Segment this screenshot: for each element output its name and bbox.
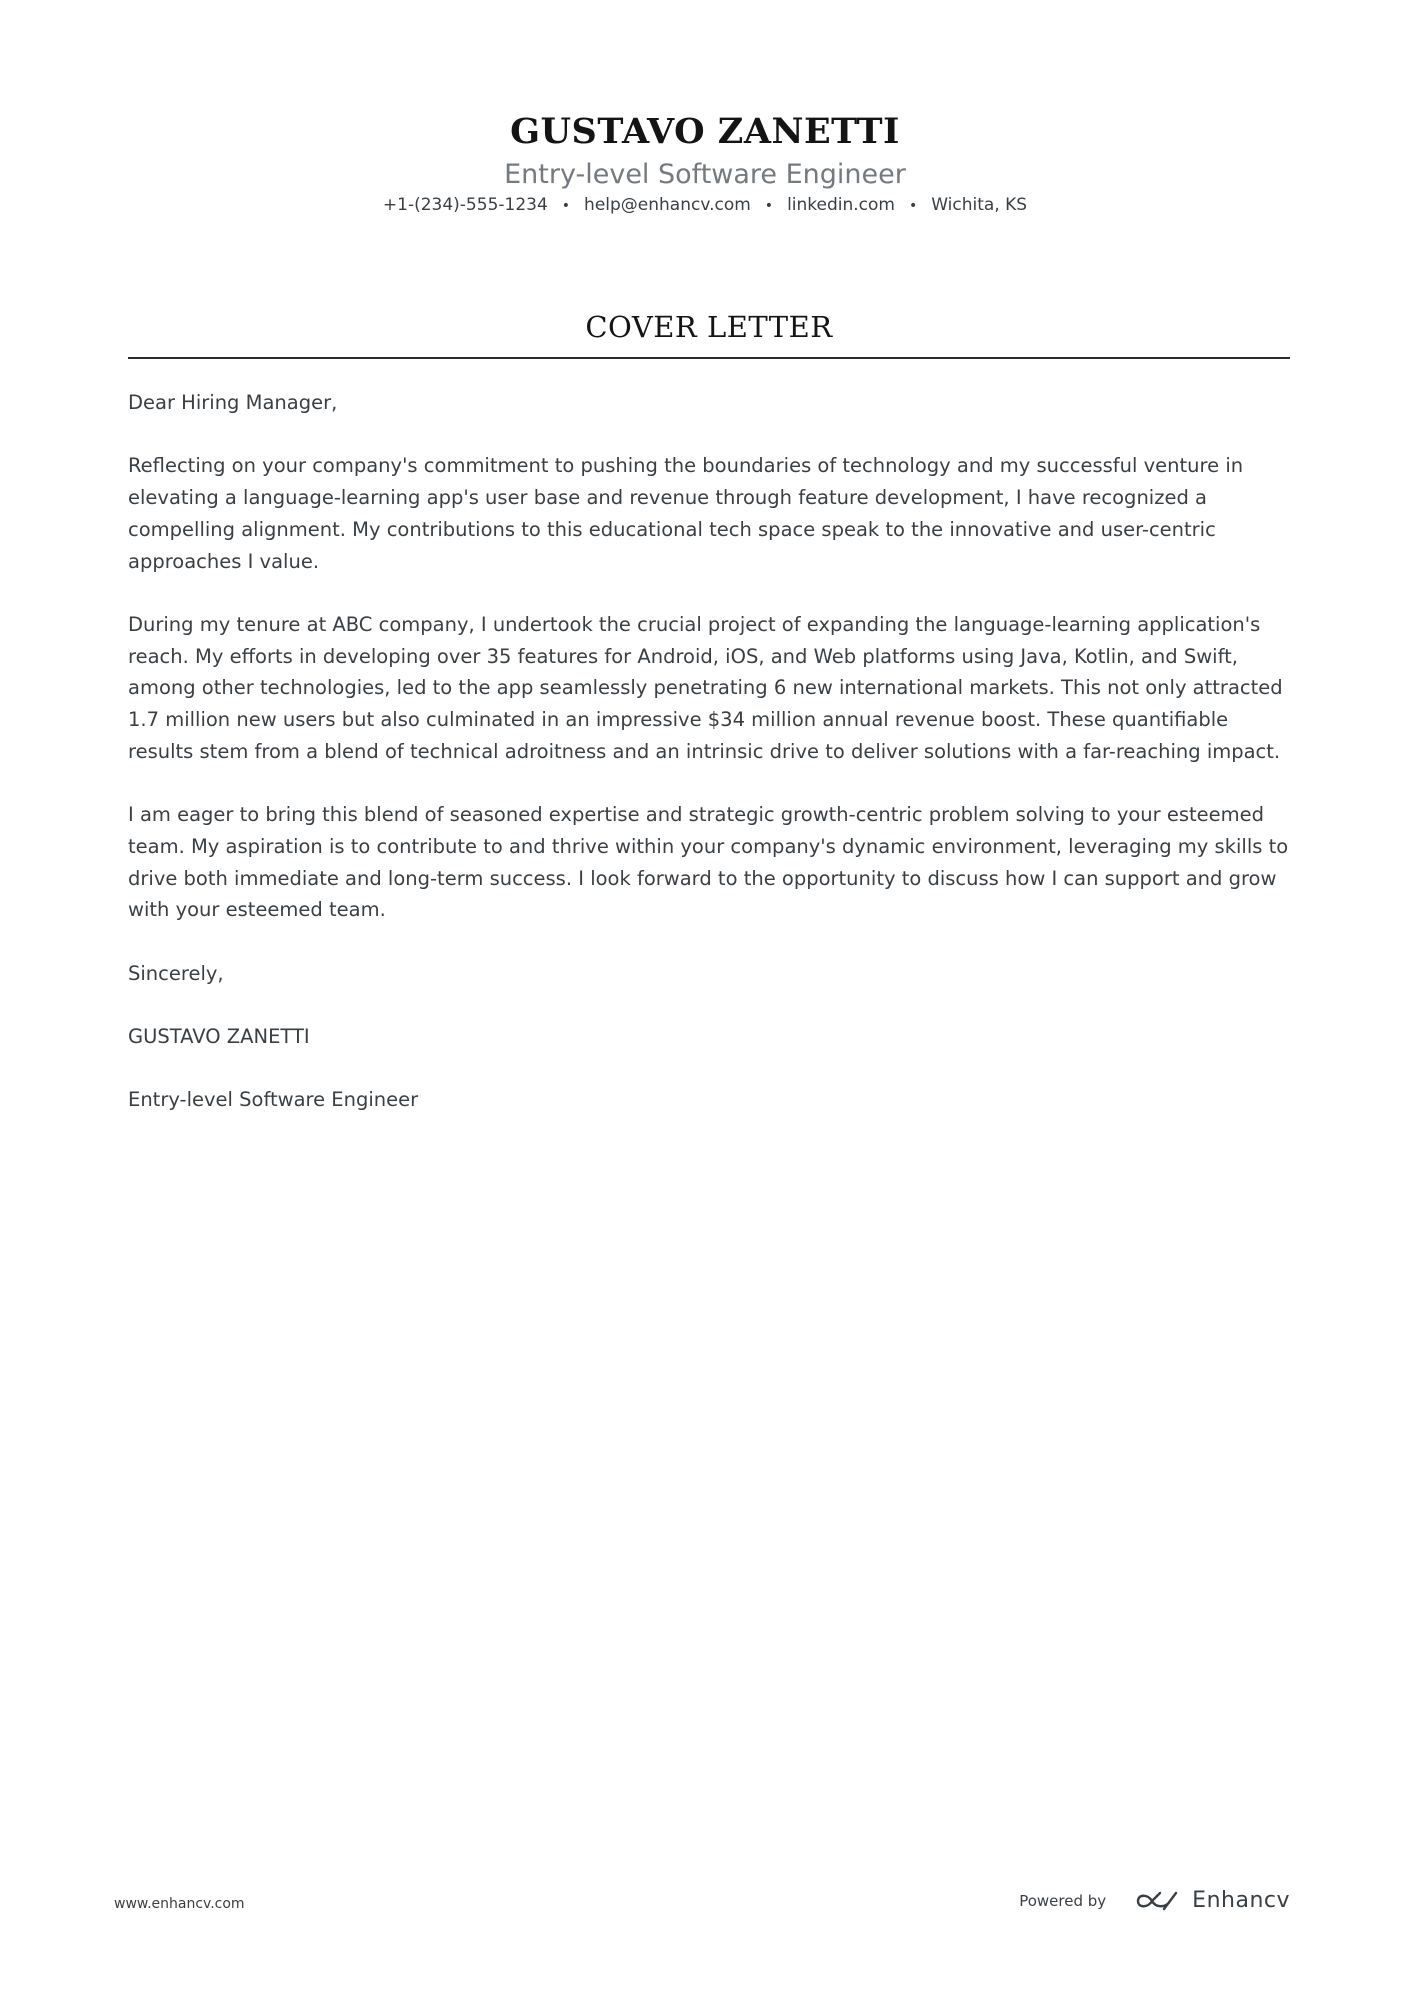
brand-name: Enhancv [1192, 1888, 1290, 1913]
contact-info [0, 193, 1410, 218]
applicant-role: Entry-level Software Engineer [504, 159, 906, 190]
contact-linkedin[interactable]: linkedin.com [787, 195, 895, 215]
signature-role: Entry-level Software Engineer [128, 1088, 419, 1112]
contact-separator: • [908, 198, 918, 214]
contact-separator: • [561, 198, 571, 214]
contact-phone: +1-(234)-555-1234 [382, 195, 548, 215]
footer-website[interactable]: www.enhancv.com [114, 1896, 245, 1912]
footer-branding[interactable] [1019, 1888, 1290, 1913]
enhancv-logo-icon [1134, 1889, 1180, 1913]
letter-body [128, 387, 1290, 1148]
contact-separator: • [764, 198, 774, 214]
section-title: COVER LETTER [585, 310, 833, 344]
contact-location: Wichita, KS [931, 195, 1028, 215]
letter-paragraph: I am eager to bring this blend of seasoned expertise and strategic growth-centric problem solving to your esteemed team. My aspiration is to contribute to and thrive within your company's dynamic environment, leveraging my skills to drive both immediate and long-term success. I look forward to the opportunity to discuss how I can support and grow with your esteemed team. [128, 803, 1289, 922]
letter-paragraph: Reflecting on your company's commitment to pushing the boundaries of technology and my successful venture in elevating a language-learning app's user base and revenue through feature development, I have recognized a compelling alignment. My contributions to this educational tech space speak to the innovative and user-centric approaches I value. [128, 454, 1244, 573]
signature-name: GUSTAVO ZANETTI [128, 1024, 310, 1048]
letter-paragraph: During my tenure at ABC company, I undertook the crucial project of expanding the language-learning application's reach. My efforts in developing over 35 features for Android, iOS, and Web platforms using Java, Kotlin, and Swift, among other technologies, led to the app seamlessly penetrating 6 new international markets. This not only attracted 1.7 million new users but also culminated in an impressive $34 million annual revenue boost. These quantifiable results stem from a blend of technical adroitness and an intrinsic drive to deliver solutions with a far-reaching impact. [128, 612, 1283, 763]
contact-email[interactable]: help@enhancv.com [584, 195, 751, 215]
letter-greeting: Dear Hiring Manager, [128, 391, 338, 414]
applicant-name: GUSTAVO ZANETTI [510, 111, 900, 152]
section-divider [128, 357, 1290, 359]
letter-closing: Sincerely, [128, 961, 224, 985]
header [0, 110, 1410, 218]
powered-by-label: Powered by [1019, 1891, 1107, 1910]
